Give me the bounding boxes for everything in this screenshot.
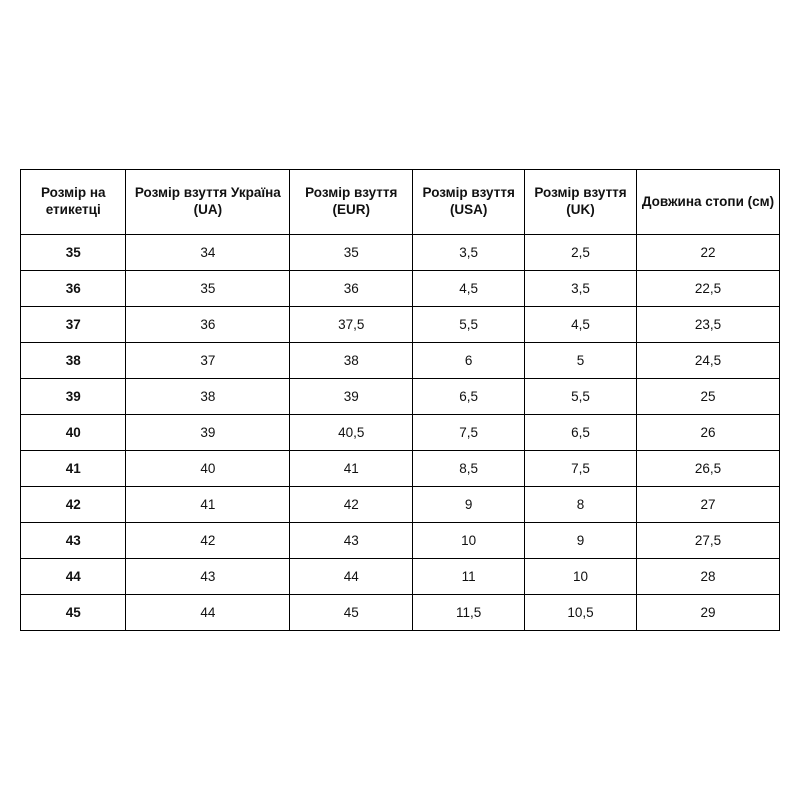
cell-usa-size: 9: [413, 487, 525, 523]
cell-foot-length: 23,5: [636, 307, 779, 343]
cell-label-size: 44: [21, 559, 126, 595]
cell-usa-size: 7,5: [413, 415, 525, 451]
column-header-usa-size: Розмір взуття (USA): [413, 170, 525, 235]
cell-usa-size: 11: [413, 559, 525, 595]
cell-foot-length: 29: [636, 595, 779, 631]
cell-uk-size: 8: [525, 487, 637, 523]
cell-label-size: 38: [21, 343, 126, 379]
cell-eur-size: 37,5: [290, 307, 413, 343]
cell-label-size: 36: [21, 271, 126, 307]
shoe-size-table: [20, 169, 780, 631]
cell-uk-size: 2,5: [525, 235, 637, 271]
table-row: [21, 379, 780, 415]
column-header-uk-size: Розмір взуття (UK): [525, 170, 637, 235]
table-row: [21, 415, 780, 451]
table-row: [21, 559, 780, 595]
cell-label-size: 40: [21, 415, 126, 451]
table-row: [21, 235, 780, 271]
column-header-foot-length: Довжина стопи (см): [636, 170, 779, 235]
cell-usa-size: 11,5: [413, 595, 525, 631]
cell-usa-size: 6: [413, 343, 525, 379]
cell-foot-length: 24,5: [636, 343, 779, 379]
cell-eur-size: 45: [290, 595, 413, 631]
column-header-label-size: Розмір на етикетці: [21, 170, 126, 235]
cell-foot-length: 22: [636, 235, 779, 271]
cell-label-size: 39: [21, 379, 126, 415]
cell-ua-size: 34: [126, 235, 290, 271]
cell-usa-size: 4,5: [413, 271, 525, 307]
cell-uk-size: 5,5: [525, 379, 637, 415]
cell-uk-size: 7,5: [525, 451, 637, 487]
cell-ua-size: 35: [126, 271, 290, 307]
column-header-eur-size: Розмір взуття (EUR): [290, 170, 413, 235]
cell-usa-size: 8,5: [413, 451, 525, 487]
cell-usa-size: 3,5: [413, 235, 525, 271]
table-row: [21, 595, 780, 631]
cell-eur-size: 42: [290, 487, 413, 523]
table-header-row: [21, 170, 780, 235]
cell-foot-length: 25: [636, 379, 779, 415]
cell-uk-size: 5: [525, 343, 637, 379]
cell-ua-size: 40: [126, 451, 290, 487]
cell-foot-length: 27,5: [636, 523, 779, 559]
cell-foot-length: 22,5: [636, 271, 779, 307]
cell-foot-length: 26,5: [636, 451, 779, 487]
cell-label-size: 43: [21, 523, 126, 559]
cell-eur-size: 43: [290, 523, 413, 559]
table-header: [21, 170, 780, 235]
table-row: [21, 271, 780, 307]
cell-uk-size: 4,5: [525, 307, 637, 343]
cell-eur-size: 40,5: [290, 415, 413, 451]
cell-label-size: 45: [21, 595, 126, 631]
table-row: [21, 487, 780, 523]
table-row: [21, 307, 780, 343]
cell-eur-size: 44: [290, 559, 413, 595]
cell-uk-size: 10: [525, 559, 637, 595]
cell-ua-size: 38: [126, 379, 290, 415]
cell-label-size: 35: [21, 235, 126, 271]
column-header-ua-size: Розмір взуття Україна (UA): [126, 170, 290, 235]
table-row: [21, 343, 780, 379]
cell-ua-size: 36: [126, 307, 290, 343]
cell-eur-size: 39: [290, 379, 413, 415]
cell-foot-length: 27: [636, 487, 779, 523]
cell-ua-size: 41: [126, 487, 290, 523]
table-row: [21, 523, 780, 559]
cell-ua-size: 44: [126, 595, 290, 631]
cell-usa-size: 10: [413, 523, 525, 559]
cell-eur-size: 38: [290, 343, 413, 379]
cell-ua-size: 39: [126, 415, 290, 451]
cell-label-size: 42: [21, 487, 126, 523]
cell-label-size: 37: [21, 307, 126, 343]
cell-foot-length: 26: [636, 415, 779, 451]
cell-eur-size: 35: [290, 235, 413, 271]
cell-eur-size: 41: [290, 451, 413, 487]
cell-ua-size: 43: [126, 559, 290, 595]
cell-uk-size: 10,5: [525, 595, 637, 631]
cell-usa-size: 6,5: [413, 379, 525, 415]
cell-label-size: 41: [21, 451, 126, 487]
table-row: [21, 451, 780, 487]
cell-usa-size: 5,5: [413, 307, 525, 343]
table-body: [21, 235, 780, 631]
cell-uk-size: 9: [525, 523, 637, 559]
cell-uk-size: 3,5: [525, 271, 637, 307]
cell-eur-size: 36: [290, 271, 413, 307]
cell-uk-size: 6,5: [525, 415, 637, 451]
cell-ua-size: 37: [126, 343, 290, 379]
cell-ua-size: 42: [126, 523, 290, 559]
cell-foot-length: 28: [636, 559, 779, 595]
